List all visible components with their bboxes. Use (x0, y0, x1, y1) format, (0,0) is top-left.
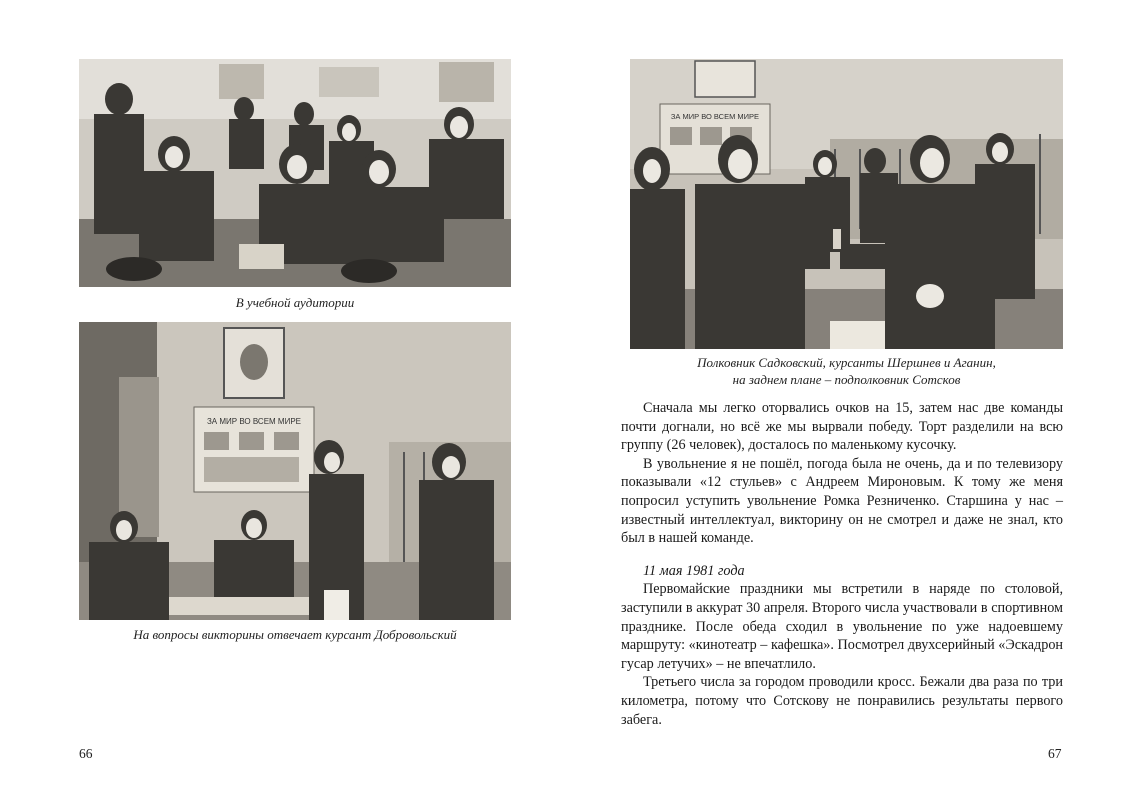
paragraph: Третьего числа за городом проводили кросс. Бежали два раза по три километра, потому что Сотскову не понравились результаты первого забега. (621, 674, 1063, 728)
classroom-photo (79, 59, 511, 287)
quiz-photo-caption: На вопросы викторины отвечает курсант Добровольский (133, 627, 457, 642)
paragraph: В увольнение я не пошёл, погода была не очень, да и по телевизору показывали «12 стульев» с Андреем Мироновым. К тому же меня попросил уступить увольнение Ромка Резниченко. Старшина у нас – известный интеллектуал, викторину он не смотрел и даже не знал, кто был в нашей команде. (621, 455, 1063, 547)
right-page (571, 0, 1142, 787)
page-number-right: 67 (1048, 746, 1062, 761)
classroom-photo-caption: В учебной аудитории (235, 295, 355, 310)
paragraph: Сначала мы легко оторвались очков на 15, затем нас две команды почти догнали, но всё же мы вырвали победу. Торт разделили на всю группу (26 человек), досталось по маленькому кусочку. (621, 400, 1063, 454)
award-photo (630, 59, 1063, 349)
award-photo-caption (630, 354, 1063, 388)
body-text (621, 399, 1063, 729)
page-number-left: 66 (79, 746, 93, 761)
svg-text:ЗА МИР ВО ВСЕМ МИРЕ: ЗА МИР ВО ВСЕМ МИРЕ (670, 112, 760, 121)
paragraph: Первомайские праздники мы встретили в наряде по столовой, заступили в аккурат 30 апреля. Второго числа участвовали в спортивном празднике. После обеда сходил в увольнение по уже надоевшему маршруту: «кинотеатр – кафешка». Посмотрел двухсерийный «Эскадрон гусар летучих» – не впечатлило. (621, 581, 1064, 672)
date-heading: 11 мая 1981 года (643, 562, 745, 579)
award-caption-line1: Полковник Садковский, курсанты Шершнев и Аганин, (697, 355, 996, 370)
quiz-photo (79, 322, 511, 620)
award-caption-line2: на заднем плане – подполковник Сотсков (732, 372, 961, 387)
svg-text:ЗА МИР ВО ВСЕМ МИРЕ: ЗА МИР ВО ВСЕМ МИРЕ (206, 417, 302, 426)
